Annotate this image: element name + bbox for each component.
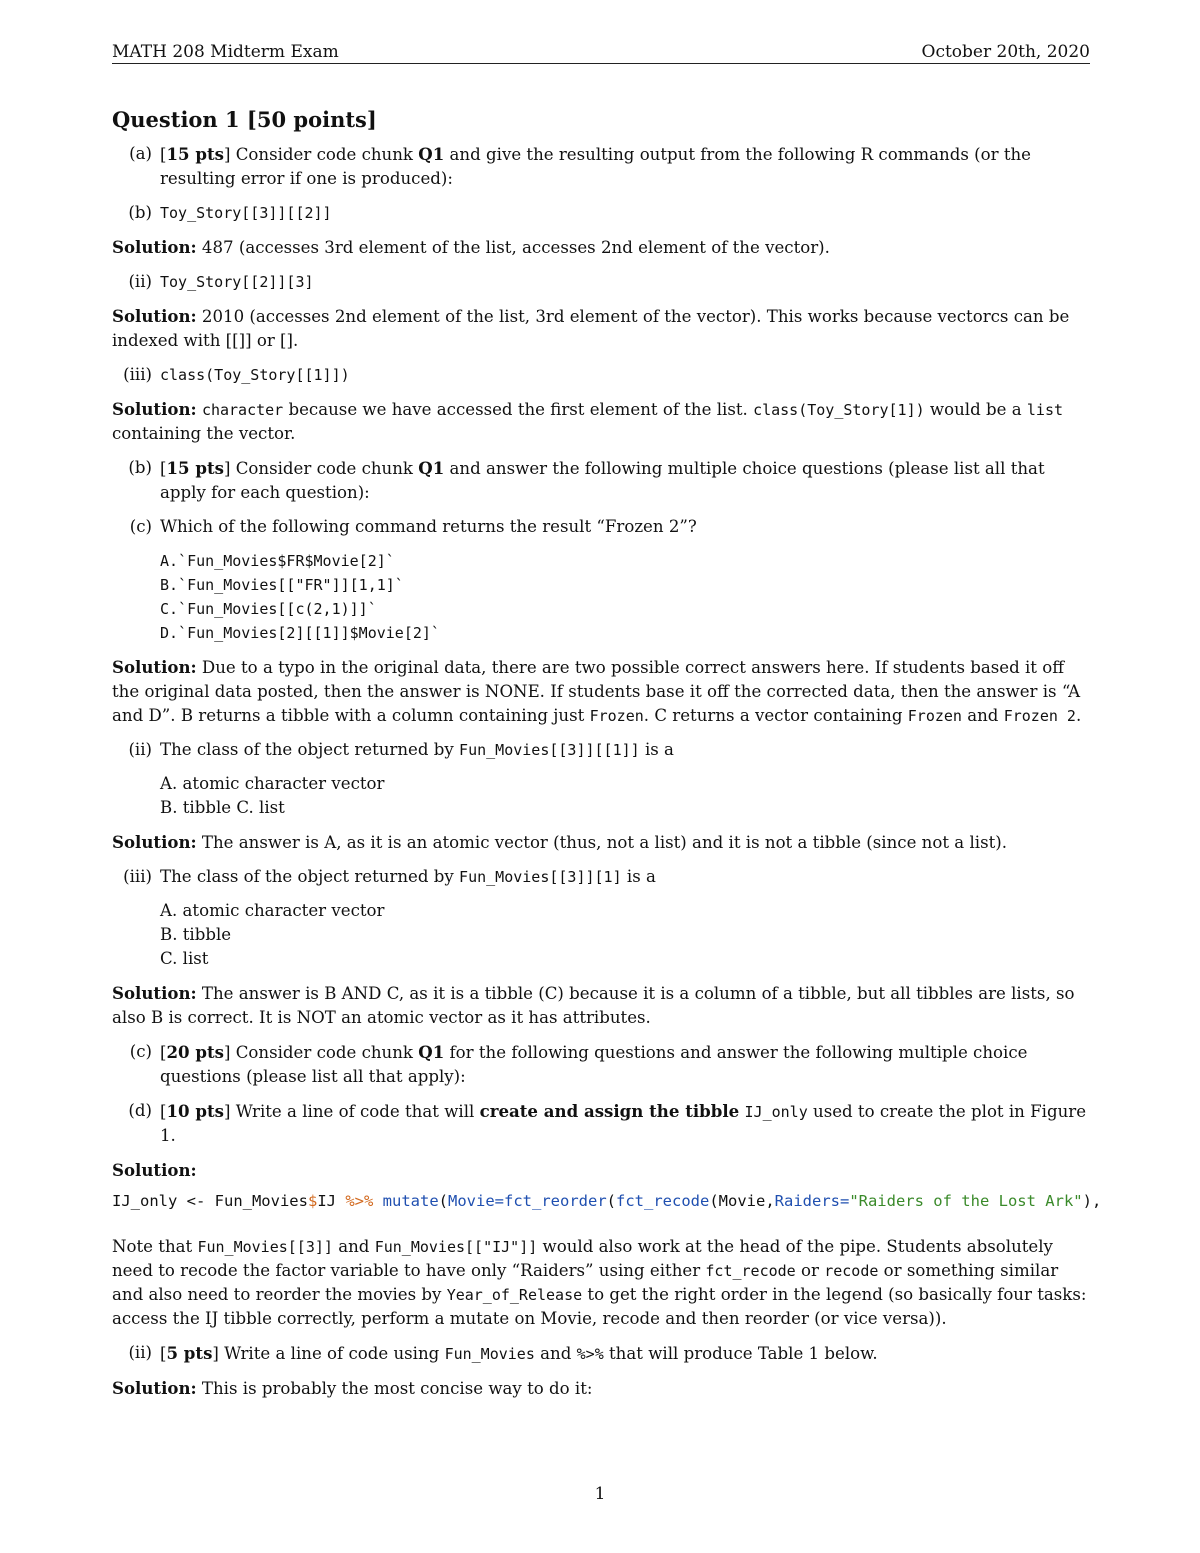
option: A.`Fun_Movies$FR$Movie[2]` [160,552,395,570]
question-title: Question 1 [50 points] [112,107,377,132]
part-c-second: (c) [20 pts] Consider code chunk Q1 for the following questions and answer the following multiple choice questions (please list all that apply): [112,1040,1090,1089]
points: 10 pts [166,1101,224,1121]
solution-lead: Solution: [112,657,197,677]
solution-lead: Solution: [112,983,197,1003]
solution-5: Solution: The answer is A, as it is an atomic vector (thus, not a list) and it is not a tibble (since not a list). [112,832,1007,852]
solution-2: Solution: 2010 (accesses 2nd element of the list, 3rd element of the vector). This works because vectorcs can be indexed with [[]] or []. [112,306,1070,350]
chunk-name: Q1 [418,1042,445,1062]
exam-content [112,107,1102,1411]
option: C.`Fun_Movies[[c(2,1)]]` [160,600,377,618]
solution-7 [112,1158,1090,1183]
solution-8: Solution: This is probably the most concise way to do it: [112,1378,593,1398]
part-iii-first [112,363,1090,387]
solution-lead: Solution: [112,832,197,852]
item-label: (c) [129,517,152,536]
item-label: (c) [129,1042,152,1061]
option: A. atomic character vector [160,901,385,920]
item-label: (ii) [128,1343,152,1362]
header-course: MATH 208 Midterm Exam [112,42,339,62]
chunk-name: Q1 [418,458,445,478]
solution-lead: Solution: [112,1378,197,1398]
chunk-name: Q1 [418,144,445,164]
part-c-first [112,515,1090,539]
option: C. list [160,949,209,968]
part-d: (d) [10 pts] Write a line of code that will create and assign the tibble IJ_only used to create the plot in Figure 1. [112,1099,1090,1148]
part-a [112,142,1090,191]
options-list [160,549,1090,645]
item-text: [15 pts] Consider code chunk Q1 and give the resulting output from the following R commands (or the resulting error if one is produced): [160,144,1032,188]
page-header [112,38,1090,62]
solution-lead: Solution: [112,1160,197,1180]
solution-lead: Solution: [112,306,197,326]
points: 5 pts [166,1343,213,1363]
r-code: class(Toy_Story[[1]]) [160,366,350,384]
part-ii-first [112,270,1090,294]
option: B. tibble C. list [160,798,285,817]
option: D.`Fun_Movies[2][[1]]$Movie[2]` [160,624,440,642]
solution-6: Solution: The answer is B AND C, as it is a tibble (C) because it is a column of a tibble, but all tibbles are lists, so also B is correct. It is NOT an atomic vector as it has attributes. [112,983,1075,1027]
r-code: Toy_Story[[3]][[2]] [160,204,332,222]
item-label: (a) [129,144,152,163]
code-block: IJ_only <- Fun_Movies$IJ %>% mutate(Movie=fct_reorder(fct_recode(Movie,Raiders="Raiders of the Lost Ark"), [112,1192,1102,1210]
part-ii-third: (ii) [5 pts] Write a line of code using Fun_Movies and %>% that will produce Table 1 below. [112,1341,1090,1366]
item-label: (d) [128,1101,152,1120]
solution-4: Solution: Due to a typo in the original data, there are two possible correct answers here. If students based it off the original data posted, then the answer is NONE. If students base it off the corrected data, then the answer is “A and D”. B returns a tibble with a column containing just Frozen. C returns a vector containing Frozen and Frozen 2. [112,657,1082,725]
solution-3: Solution: character because we have accessed the first element of the list. class(Toy_Story[1]) would be a list containing the vector. [112,399,1064,443]
option: A. atomic character vector [160,774,385,793]
solution-1: Solution: 487 (accesses 3rd element of the list, accesses 2nd element of the vector). [112,237,830,257]
part-iii-second: (iii) The class of the object returned by Fun_Movies[[3]][1] is a [112,865,1090,889]
part-ii-second: (ii) The class of the object returned by Fun_Movies[[3]][[1]] is a [112,738,1090,762]
options-list [160,772,1090,820]
item-label: (ii) [128,272,152,291]
points: 20 pts [166,1042,224,1062]
part-b-second: (b) [15 pts] Consider code chunk Q1 and answer the following multiple choice questions (please list all that apply for each question): [112,456,1090,505]
item-text: Which of the following command returns the result “Frozen 2”? [160,517,697,536]
page-number: 1 [594,1484,606,1504]
item-label: (ii) [128,740,152,759]
options-list [160,899,1090,971]
header-rule [112,63,1090,64]
solution-lead: Solution: [112,237,197,257]
note-paragraph: Note that Fun_Movies[[3]] and Fun_Movies[["IJ"]] would also work at the head of the pipe. Students absolutely need to recode the factor variable to have only “Raiders” using either fct_recode or recode or something similar and also need to reorder the movies by Year_of_Release to get the right order in the legend (so basically four tasks: access the IJ tibble correctly, perform a mutate on Movie, recode and then reorder (or vice versa)). [112,1237,1087,1328]
part-b-first [112,201,1090,225]
points: 15 pts [166,458,224,478]
points: 15 pts [166,144,224,164]
solution-lead: Solution: [112,399,197,419]
header-date: October 20th, 2020 [921,42,1090,62]
item-label: (iii) [123,867,152,886]
item-label: (b) [128,458,152,477]
option: B.`Fun_Movies[["FR"]][1,1]` [160,576,404,594]
item-label: (b) [128,203,152,222]
item-label: (iii) [123,365,152,384]
r-code: Toy_Story[[2]][3] [160,273,314,291]
option: B. tibble [160,925,232,944]
